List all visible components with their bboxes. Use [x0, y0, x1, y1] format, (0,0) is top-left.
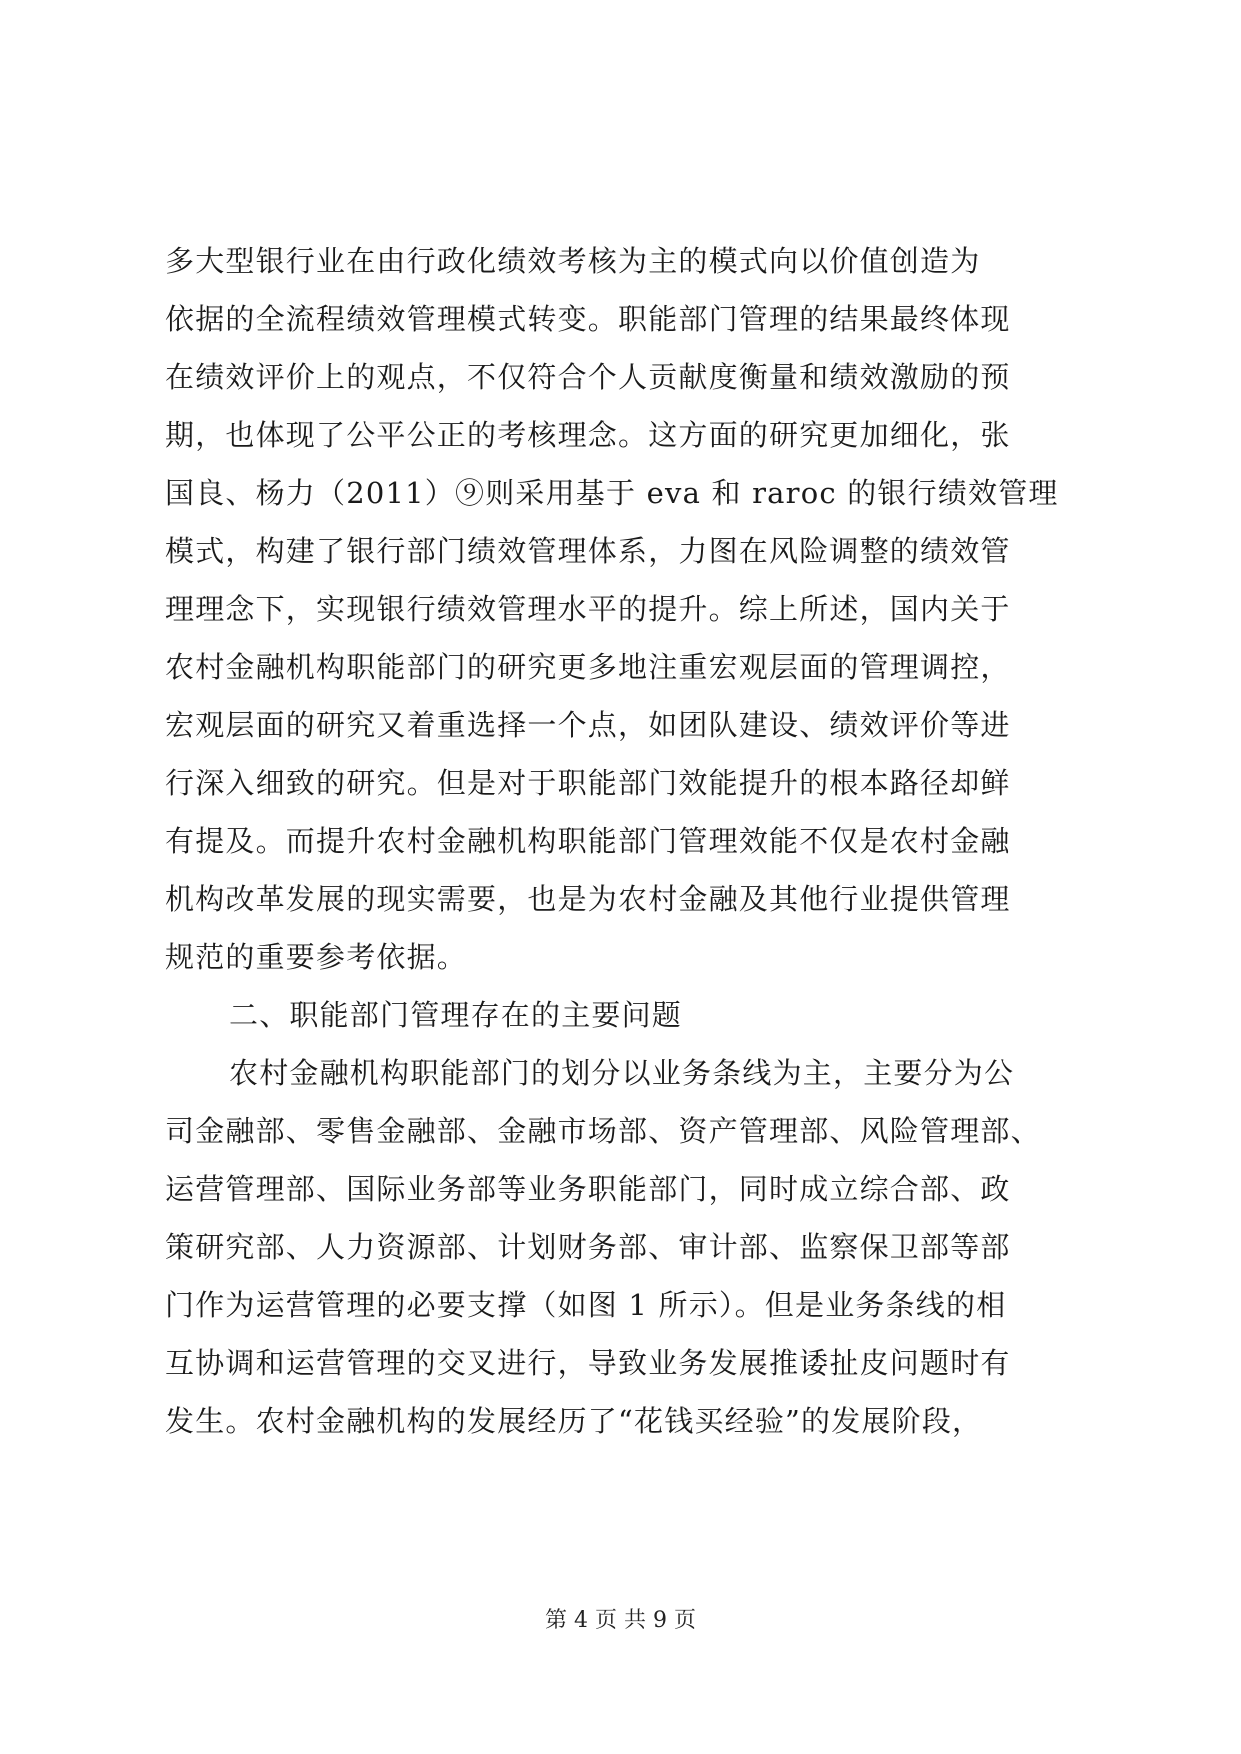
text-line: 规范的重要参考依据。: [165, 940, 468, 974]
text-line: 行深入细致的研究。但是对于职能部门效能提升的根本路径却鲜: [165, 766, 1011, 800]
text-line: 期，也体现了公平公正的考核理念。这方面的研究更加细化，张: [165, 418, 1011, 452]
page-footer: [0, 1606, 1241, 1636]
paragraph-2: [165, 1044, 1085, 1450]
text-line: 互协调和运营管理的交叉进行，导致业务发展推诿扯皮问题时有: [165, 1346, 1011, 1380]
text-line: 有提及。而提升农村金融机构职能部门管理效能不仅是农村金融: [165, 824, 1011, 858]
section-heading: 二、职能部门管理存在的主要问题: [229, 998, 683, 1032]
text-line: 农村金融机构职能部门的研究更多地注重宏观层面的管理调控，: [165, 650, 1011, 684]
text-line: 门作为运营管理的必要支撑（如图 1 所示）。但是业务条线的相: [165, 1288, 1007, 1322]
text-line: 运营管理部、国际业务部等业务职能部门，同时成立综合部、政: [165, 1172, 1011, 1206]
body-text: [165, 232, 1085, 1450]
text-line: 机构改革发展的现实需要，也是为农村金融及其他行业提供管理: [165, 882, 1011, 916]
text-line: 依据的全流程绩效管理模式转变。职能部门管理的结果最终体现: [165, 302, 1011, 336]
text-line: 宏观层面的研究又着重选择一个点，如团队建设、绩效评价等进: [165, 708, 1011, 742]
text-line: 发生。农村金融机构的发展经历了“花钱买经验”的发展阶段，: [165, 1404, 983, 1438]
text-line: 国良、杨力（2011）⑨则采用基于 eva 和 raroc 的银行绩效管理: [165, 476, 1059, 510]
text-line: 模式，构建了银行部门绩效管理体系，力图在风险调整的绩效管: [165, 534, 1011, 568]
text-line: 多大型银行业在由行政化绩效考核为主的模式向以价值创造为: [165, 244, 981, 278]
page-number: 第 4 页 共 9 页: [545, 1608, 696, 1633]
text-line: 在绩效评价上的观点，不仅符合个人贡献度衡量和绩效激励的预: [165, 360, 1011, 394]
text-line: 农村金融机构职能部门的划分以业务条线为主，主要分为公: [229, 1056, 1015, 1090]
paragraph-1: [165, 232, 1085, 986]
text-line: 司金融部、零售金融部、金融市场部、资产管理部、风险管理部、: [165, 1114, 1041, 1148]
text-line: 策研究部、人力资源部、计划财务部、审计部、监察保卫部等部: [165, 1230, 1011, 1264]
text-line: 理理念下，实现银行绩效管理水平的提升。综上所述，国内关于: [165, 592, 1011, 626]
